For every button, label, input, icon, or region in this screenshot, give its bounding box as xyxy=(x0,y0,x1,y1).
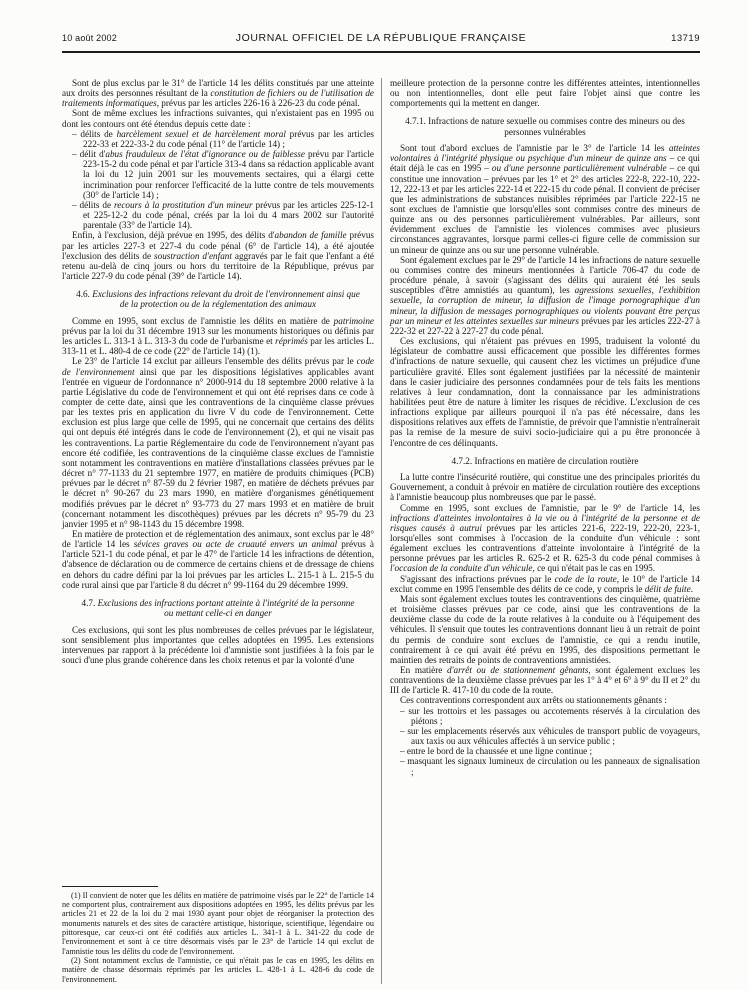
text-run: , ce qui n'était pas le cas en 1995. xyxy=(532,563,656,574)
text-run: 4.7. xyxy=(81,597,98,608)
footnote-rule xyxy=(62,886,158,887)
paragraph xyxy=(62,529,374,590)
text-run: Mais sont également exclues toutes les contraventions des cinquième, quatrième et troisième classes prévues par ce code, ainsi que les contraventions de la deuxième classe du code de la route relatives à la conduite ou à l'équipement des véhicules. Il s'ensuit que toutes les contraventions donnant lieu à un retrait de point du permis de conduire sont exclues de l'amnistie, ce qui a rendu inutile, contrairement à ce qui avait été prévu en 1995, des dispositions permettant le maintien des retraits de points de contraventions amnistiées. xyxy=(390,593,700,665)
paragraph xyxy=(390,472,700,502)
text-run: prévus à l'article 521-1 du code pénal, et par le 47° de l'article 14 les infractions de détention, d'absence de déclaration ou de commerce de certains chiens et de dressage de chiens en dehors du cadre défini par la loi prévues par les articles L. 215-1 à L. 215-5 du code rural ainsi que par l'article 8 du décret n° 99-1164 du 29 décembre 1999. xyxy=(62,539,374,590)
paragraph xyxy=(390,574,700,594)
text-run: – sur les emplacements réservés aux véhicules de transport public de voyageurs, aux taxis ou aux véhicules affectés à un service public ; xyxy=(400,725,700,747)
text-run: aggravés par le fait que l'enfant a été retenu au-delà de cinq jours ou hors du territoire de la République, prévus par l'article 227-9 du code pénal (39° de l'article 14). xyxy=(62,250,374,281)
text-run: . xyxy=(690,583,693,594)
text-run: , le 10° de l'article 14 exclut comme en 1995 l'ensemble des délits de ce code, y compris le xyxy=(390,573,700,594)
italic-text: code de l'environnement xyxy=(62,356,374,377)
italic-text: ou d'une personne particulièrement vulnérable xyxy=(491,163,667,174)
text-run: (2) Sont notamment exclus de l'amnistie, ce qui n'était pas le cas en 1995, les délits en matière de chasse désormais réprimés par les articles L. 428-1 à L. 428-6 du code de l'environnement. xyxy=(62,955,374,984)
text-run: prévus par la loi du 31 décembre 1913 sur les monuments historiques ou définis par les articles L. 313-1 à L. 313-3 du code de l'urbanisme et xyxy=(62,325,374,347)
text-run: prévues par les articles 222-27 à 222-32 et 227-22 à 227-27 du code pénal. xyxy=(390,315,700,336)
text-run: 4.6. xyxy=(76,289,93,300)
text-run: Ces contraventions correspondent aux arrêts ou stationnements gênants : xyxy=(400,695,667,706)
italic-text: patrimoine xyxy=(333,315,374,326)
section-heading xyxy=(404,116,686,137)
text-run: – ce qui constitue une innovation – prévues par les 1° et 2° des articles 222-8, 222-10, 222-12, 222-13 et par les articles 222-14 et 222-15 du code pénal. Il convient de préciser que les administrations de substances nuisibles réprimées par l'article 222-15 ne sont exclues de l'amnistie que lorsqu'elles sont commises contre des mineurs de quinze ans ou des personnes particulièrement vulnérables. Par ailleurs, sont évidemment exclues de l'amnistie les violences commises avec plusieurs circonstances aggravantes, lorsque parmi celles-ci figure celle de commission sur un mineur de quinze ans ou sur une personne vulnérable. xyxy=(390,163,700,255)
italic-text: d'arrêt ou de stationnement gênants xyxy=(447,665,589,676)
right-column xyxy=(381,78,700,984)
paragraph xyxy=(62,316,374,357)
text-run: , prévus par les articles 226-16 à 226-23 du code pénal. xyxy=(156,98,360,109)
text-run: En matière xyxy=(400,665,447,676)
section-heading xyxy=(76,289,360,310)
text-run: prévues par les articles 221-6, 222-19, 222-20, 223-1, lorsqu'elles sont commises à l'occasion de la conduite d'un véhicule : sont également exclues les contraventions d'atteinte involontaire à l'intégrité de la personne prévues par les articles R. 625-2 et R. 625-3 du code pénal commises à xyxy=(390,522,700,564)
italic-text: agressions sexuelles, l'exhibition sexuelle, la corruption de mineur, la diffusion de l'image pornographique d'un mineur, la diffusion de messages pornographiques ou violents pouvant être perçus par un mineur et les atteintes sexuelles sur mineurs xyxy=(390,285,700,326)
italic-text: sévices graves ou acte de cruauté envers un animal xyxy=(133,539,338,550)
section-heading xyxy=(404,456,686,466)
text-run: (1) Il convient de noter que les délits en matière de patrimoine visés par le 22° de l'article 14 ne comportent plus, contrairement aux dispositions adoptées en 1995, les délits prévus par les articles 21 et 22 de la loi du 2 mai 1930 ayant pour objet de réorganiser la protection des monuments naturels et des sites de caractère artistique, historique, scientifique, légendaire ou pittoresque, car ceux-ci ont été codifiés aux articles L. 341-1 à L. 341-22 du code de l'environnement et sont à ce titre désormais visés par le 23° de l'article 14 qui exclut de l'amnistie tous les délits du code de l'environnement. xyxy=(62,890,374,956)
italic-text: infractions d'atteintes involontaires à la vie ou à l'intégrité de la personne et de risques causés à autrui xyxy=(390,512,700,533)
text-run: – entre le bord de la chaussée et une ligne continue ; xyxy=(400,746,593,757)
text-run: 4.7.1. Infractions de nature sexuelle ou commises contre des mineurs ou des personnes vulnérables xyxy=(405,116,685,137)
text-run: La lutte contre l'insécurité routière, qui constitue une des principales priorités du Gouvernement, a conduit à prévoir en matière de circulation routière des exceptions à l'amnistie beaucoup plus nombreuses que par le passé. xyxy=(390,472,700,503)
italic-text: réprimés xyxy=(275,336,308,347)
text-run: meilleure protection de la personne contre les différentes atteintes, intentionnelles ou non intentionnelles, dont elle peut faire l'objet ainsi que contre les comportements qui la mettent en danger. xyxy=(390,78,700,109)
list-item xyxy=(62,129,374,149)
italic-text: abus frauduleux de l'état d'ignorance ou de faiblesse xyxy=(105,149,305,160)
italic-text: abandon de famille xyxy=(274,230,347,241)
list-item xyxy=(390,726,700,746)
text-run: – délits de xyxy=(72,128,117,139)
list-item xyxy=(62,149,374,200)
paragraph xyxy=(390,695,700,705)
paragraph xyxy=(62,78,374,108)
italic-text: Exclusions des infractions relevant du droit de l'environnement ainsi que de la protection ou de la réglementation des animaux xyxy=(92,289,360,310)
paragraph xyxy=(390,336,700,448)
article-body xyxy=(62,78,700,984)
paragraph xyxy=(62,625,374,666)
text-run: par les articles L. 313-11 et L. 480-4 de ce code (22° de l'article 14) (1). xyxy=(62,336,375,357)
issue-date: 10 août 2002 xyxy=(62,33,117,43)
text-run: – délits de xyxy=(72,199,115,210)
text-run: Enfin, à l'exclusion, déjà prévue en 1995, des délits d' xyxy=(72,230,275,241)
text-run: ainsi que par les dispositions législatives applicables avant l'entrée en vigueur de l'ordonnance n° 2000-914 du 18 septembre 2000 relative à la partie Législative du code de l'environnement et qui ont été reprises dans ce code à compter de cette date, ainsi que les contraventions de la cinquième classe prévues par les textes pris en application du livre V du code de l'environnement. Cette exclusion est plus large que celle de 1995, qui ne concernait que certains des délits qui ont depuis été intégrés dans le code de l'environnement (2), et qui ne visait pas les contraventions. La partie Réglementaire du code de l'environnement n'ayant pas encore été codifiée, les contraventions de la cinquième classe exclues de l'amnistie sont notamment les contraventions en matière d'installations classées prévues par le décret n° 77-1133 du 21 septembre 1977, en matière de produits chimiques (PCB) prévues par le décret n° 87-59 du 2 février 1987, en matière de déchets prévues par le décret n° 90-267 du 23 mars 1990, en matière d'organismes génétiquement modifiés prévues par le décret n° 93-773 du 27 mars 1993 et en matière de bruit (concernant notamment les discothèques) prévues par les décrets n° 95-79 du 23 janvier 1995 et n° 98-1143 du 15 décembre 1998. xyxy=(62,366,374,529)
text-run: prévus par les articles 227-3 et 227-4 du code pénal (6° de l'article 14), a été ajoutée l'exclusion des délits de xyxy=(62,230,375,261)
list-item xyxy=(62,200,374,230)
text-run: S'agissant des infractions prévues par le xyxy=(400,573,555,584)
text-run: Sont tout d'abord exclues de l'amnistie par le 3° de l'article 14 les xyxy=(400,143,669,154)
text-run: – sur les trottoirs et les passages ou accotements réservés à la circulation des piétons ; xyxy=(400,705,700,726)
italic-text: atteintes volontaires à l'intégrité physique ou psychique d'un mineur de quinze ans xyxy=(390,143,700,164)
paragraph xyxy=(390,503,700,574)
page-number: 13719 xyxy=(671,33,700,44)
paragraph xyxy=(390,665,700,695)
text-run: – délit d' xyxy=(72,149,106,160)
paragraph xyxy=(390,78,700,108)
paragraph xyxy=(390,143,700,255)
text-run: En matière de protection et de réglementation des animaux, sont exclus par le 48° de l'article 14 les xyxy=(62,529,374,550)
text-run: – ce qui était déjà le cas en 1995 – xyxy=(390,153,700,174)
italic-text: l'occasion de la conduite d'un véhicule xyxy=(390,563,533,574)
text-run: prévus par les articles 222-33 et 222-33-2 du code pénal (11° de l'article 14) ; xyxy=(83,128,375,149)
paragraph xyxy=(390,255,700,336)
text-run: Le 23° de l'article 14 exclut par ailleurs l'ensemble des délits prévus par le xyxy=(72,356,357,367)
italic-text: délit de fuite xyxy=(644,583,691,594)
page-header xyxy=(62,32,700,44)
text-run: prévus par les articles 225-12-1 et 225-12-2 du code pénal, créés par la loi du 4 mars 2002 sur l'autorité parentale (33° de l'article 14). xyxy=(83,199,374,231)
text-run: Ces exclusions, qui sont les plus nombreuses de celles prévues par le législateur, sont sensiblement plus importantes que celles adoptées en 1995. Les extensions intervenues par rapport à la précédente loi d'amnistie sont justifiées à la fois par le souci d'une plus grande cohérence dans les choix retenus et par la volonté d'une xyxy=(62,624,374,665)
list-item xyxy=(390,746,700,756)
italic-text: code de la route xyxy=(554,573,617,584)
text-run: – masquant les signaux lumineux de circulation ou les panneaux de signalisation ; xyxy=(400,756,700,777)
left-column xyxy=(62,78,381,984)
text-run: prévu par l'article 223-15-2 du code pénal et par l'article 313-4 dans sa rédaction applicable avant la loi du 12 juin 2001 sur les mouvements sectaires, qui a élargi cette incrimination pour renforcer l'efficacité de la lutte contre de tels mouvements (30° de l'article 14) ; xyxy=(83,149,374,200)
text-run: Comme en 1995, sont exclus de l'amnistie les délits en matière de xyxy=(72,315,334,326)
paragraph xyxy=(62,356,374,529)
text-run: Sont également exclues par le 29° de l'article 14 les infractions de nature sexuelle ou commises contre des mineurs mentionnées à l'article 706-47 du code de procédure pénale, à savoir (s'agissant des délits qui auraient été les seuls susceptibles d'être amnistiés au quantum), les xyxy=(390,254,700,296)
journal-title: JOURNAL OFFICIEL DE LA RÉPUBLIQUE FRANÇAISE xyxy=(235,32,527,44)
section-heading xyxy=(76,598,360,619)
list-item xyxy=(390,706,700,726)
paragraph xyxy=(390,594,700,665)
italic-text: constitution de fichiers ou de l'utilisation de traitements informatiques xyxy=(62,88,374,109)
text-run: Sont de même exclues les infractions suivantes, qui n'existaient pas en 1995 ou dont les contours ont été étendus depuis cette date : xyxy=(62,108,374,129)
text-run: 4.7.2. Infractions en matière de circulation routière xyxy=(451,455,639,466)
text-run: Ces exclusions, qui n'étaient pas prévues en 1995, traduisent la volonté du législateur de combattre aussi efficacement que possible les différentes formes d'infractions de nature sexuelle, qui causent chez les victimes un préjudice d'une particulière gravité. Elles sont également justifiées par la nécessité de maintenir dans le casier judiciaire des personnes condamnées pour de tels faits les mentions relatives à leur condamnation, dont la connaissance par les administrations habilitées peut être de nature à limiter les risques de récidive. L'exclusion de ces infractions explique par ailleurs pourquoi il n'a pas été nécessaire, dans les dispositions relatives aux effets de l'amnistie, de prévoir que l'amnistie n'entraînerait pas la remise de la mesure de suivi socio-judiciaire qui a pu être prononcée à l'encontre de ces délinquants. xyxy=(390,336,700,448)
italic-text: Exclusions des infractions portant atteinte à l'intégrité de la personne ou mettant celle-ci en danger xyxy=(97,597,355,619)
footnote xyxy=(62,891,374,956)
text-run: , sont également exclues les contraventions de la deuxième classe prévues par les 1° à 4° et 6° à 9° du II et 2° du III de l'article R. 417-10 du code de la route. xyxy=(390,665,700,696)
footnote xyxy=(62,956,374,984)
paragraph xyxy=(62,230,374,281)
list-item xyxy=(390,756,700,776)
header-rule xyxy=(62,51,700,53)
italic-text: soustraction d'enfant xyxy=(154,250,232,261)
paragraph xyxy=(62,108,374,128)
italic-text: harcèlement sexuel et de harcèlement moral xyxy=(116,128,286,139)
text-run: Sont de plus exclus par le 31° de l'article 14 les délits constitués par une atteinte aux droits des personnes résultant de la xyxy=(62,78,374,99)
italic-text: recours à la prostitution d'un mineur xyxy=(114,199,253,210)
text-run: Comme en 1995, sont exclues de l'amnistie, par le 9° de l'article 14, les xyxy=(400,502,700,513)
